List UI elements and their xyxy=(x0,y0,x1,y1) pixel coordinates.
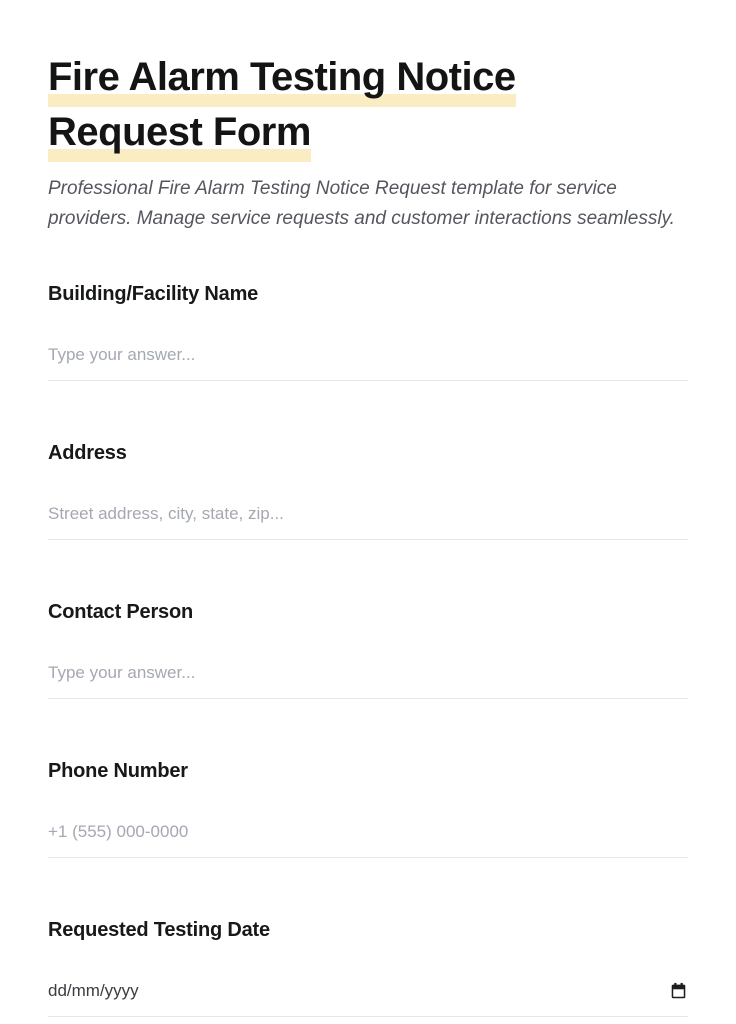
form-description: Professional Fire Alarm Testing Notice Request template for service providers. Manage service requests and customer interactions seamlessly. xyxy=(48,178,675,229)
field-building-facility-name xyxy=(48,282,688,381)
page-title-highlighted-text: Fire Alarm Testing Notice Request Form xyxy=(48,55,516,162)
field-address xyxy=(48,441,688,540)
address-input[interactable] xyxy=(48,465,688,540)
address-label: Address xyxy=(48,442,127,464)
contact-person-label: Contact Person xyxy=(48,601,194,623)
building-facility-name-label: Building/Facility Name xyxy=(48,283,259,305)
calendar-icon[interactable] xyxy=(670,982,687,1000)
requested-testing-date-input[interactable] xyxy=(48,942,688,1017)
building-facility-name-input[interactable] xyxy=(48,306,688,381)
contact-person-input[interactable] xyxy=(48,624,688,699)
phone-number-input[interactable] xyxy=(48,783,688,858)
date-placeholder-value: dd/mm/yyyy xyxy=(48,981,139,1000)
field-contact-person xyxy=(48,600,688,699)
page-title xyxy=(48,50,648,160)
field-phone-number xyxy=(48,759,688,858)
requested-testing-date-label: Requested Testing Date xyxy=(48,919,270,941)
phone-number-label: Phone Number xyxy=(48,760,188,782)
field-requested-testing-date xyxy=(48,918,688,1017)
